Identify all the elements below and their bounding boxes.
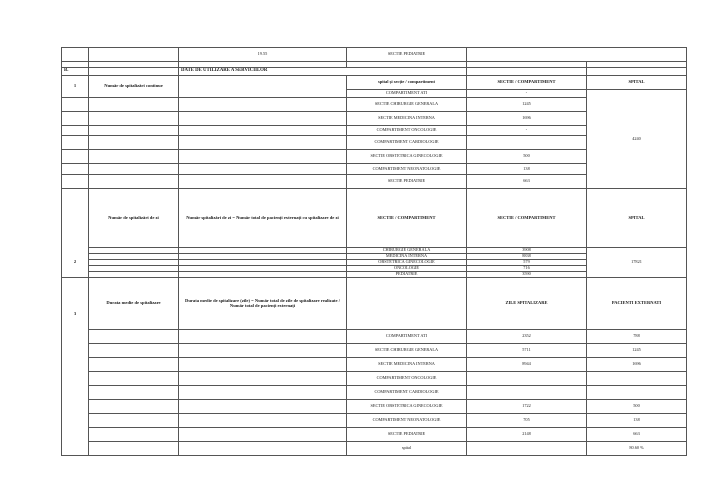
block1-row-value: 1696 (467, 112, 587, 126)
block3-final-value: 80.60 % (587, 442, 687, 456)
block3-row-zile: 1722 (467, 400, 587, 414)
block3-row-zile: 2352 (467, 330, 587, 344)
block2-header-row (62, 189, 687, 248)
block3-label: Durata medie de spitalizare (89, 278, 179, 330)
block2-row-name: PEDIATRIE (347, 272, 467, 278)
block1-number: 1 (62, 76, 89, 98)
block1-header-row (62, 76, 687, 90)
block3-row-name: SECTIE MEDICINA INTERNA (347, 358, 467, 372)
section-title: DATE DE UTILIZARE A SERVICIILOR (179, 68, 467, 76)
block2-row-value: 3590 (467, 272, 587, 278)
block3-row-name: SECTIE OBSTETRICA GINECOLOGIE (347, 400, 467, 414)
block1-row-name: SECTIE OBSTETRICA GINECOLOGIE (347, 150, 467, 164)
block3-hdr-pacienti: PACIENTI EXTERNATI (587, 278, 687, 330)
top-value: 19.55 (179, 48, 347, 62)
block1-label: Număr de spitalizări continue (89, 76, 179, 98)
block1-row-value: - (467, 126, 587, 136)
block3-definition: Durata medie de spitalizare (zile) = Număr total de zile de spitalizare realizate / Număr total de pacienți externați (179, 278, 347, 330)
block3-row-pacienti: 138 (587, 414, 687, 428)
block2-row-name: MEDICINA INTERNA (347, 254, 467, 260)
block3-hdr-zile: ZILE SPITALIZARE (467, 278, 587, 330)
block3-row-zile (467, 372, 587, 386)
top-section: SECTIE PEDIATRIE (347, 48, 467, 62)
block3-row-pacienti (587, 372, 687, 386)
block1-row-name: SECTIE PEDIATRIE (347, 175, 467, 189)
block3-row-zile: 2148 (467, 428, 587, 442)
table-row (62, 386, 687, 400)
block1-row-name: COMPARTIMENT CARDIOLOGIE (347, 136, 467, 150)
block2-hdr-col2: SECTIE / COMPARTIMENT (467, 189, 587, 248)
section-letter: B. (62, 68, 89, 76)
block3-row-name: COMPARTIMENT ATI (347, 330, 467, 344)
block1-row-value: 500 (467, 150, 587, 164)
block3-final-row (62, 442, 687, 456)
block3-row-pacienti: 1696 (587, 358, 687, 372)
block2-row-name: OBSTETRICA GINECOLOGIE (347, 260, 467, 266)
table-row (62, 344, 687, 358)
block3-row-pacienti: 788 (587, 330, 687, 344)
block1-row-value: 1245 (467, 98, 587, 112)
block1-row-name: SECTIE CHIRURGIE GENERALA (347, 98, 467, 112)
block1-row-name: COMPARTIMENT NEONATOLOGIE (347, 164, 467, 175)
table-row (62, 330, 687, 344)
section-b-header (62, 68, 687, 76)
block2-row-value: 8838 (467, 254, 587, 260)
block3-number: 3 (62, 278, 89, 456)
block3-row-name: COMPARTIMENT NEONATOLOGIE (347, 414, 467, 428)
block1-hdr-spital: SPITAL (587, 76, 687, 90)
block3-row-name: COMPARTIMENT ONCOLOGIE (347, 372, 467, 386)
block1-row-name: COMPARTIMENT ONCOLOGIE (347, 126, 467, 136)
block2-definition: Număr spitalizări de zi = Număr total de pacienți externați cu spitalizare de zi (179, 189, 347, 248)
block1-row-name: SECTIE MEDICINA INTERNA (347, 112, 467, 126)
block2-total: 17821 (587, 248, 687, 278)
block1-row-value: - (467, 90, 587, 98)
block3-row-name: COMPARTIMENT CARDIOLOGIE (347, 386, 467, 400)
block2-row-name: CHIRURGIE GENERALA (347, 248, 467, 254)
block2-label: Număr de spitalizări de zi (89, 189, 179, 248)
table-row (62, 372, 687, 386)
hospital-data-table (61, 47, 687, 456)
block3-row-pacienti (587, 386, 687, 400)
block2-row-name: ONCOLOGIE (347, 266, 467, 272)
block3-row-name: SECTIE CHIRURGIE GENERALA (347, 344, 467, 358)
block3-row-zile: 705 (467, 414, 587, 428)
block2-hdr-col1: SECTIE / COMPARTIMENT (347, 189, 467, 248)
block1-row-value (467, 136, 587, 150)
block1-row-value: 138 (467, 164, 587, 175)
table-row (62, 358, 687, 372)
table-row (62, 400, 687, 414)
block2-number: 2 (62, 189, 89, 278)
block2-row-value: 579 (467, 260, 587, 266)
block1-row-name: COMPARTIMENT ATI (347, 90, 467, 98)
block1-total: 4240 (587, 90, 687, 189)
block3-row-zile (467, 386, 587, 400)
table-row (62, 428, 687, 442)
block3-row-name: SECTIE PEDIATRIE (347, 428, 467, 442)
block2-row-value: 716 (467, 266, 587, 272)
block1-hdr-spital-sectie: spital și secție / compartiment (347, 76, 467, 90)
block3-row-zile: 5711 (467, 344, 587, 358)
block3-row-zile: 8944 (467, 358, 587, 372)
block3-header-row (62, 278, 687, 330)
block3-final-label: spital (347, 442, 467, 456)
block3-row-pacienti: 1245 (587, 344, 687, 358)
top-row (62, 48, 687, 62)
block1-hdr-col: SECTIE / COMPARTIMENT (467, 76, 587, 90)
block3-row-pacienti: 500 (587, 400, 687, 414)
table-row (62, 414, 687, 428)
document-sheet (61, 47, 686, 456)
block1-row-value: 663 (467, 175, 587, 189)
block2-hdr-spital: SPITAL (587, 189, 687, 248)
block2-row-value: 3908 (467, 248, 587, 254)
block3-row-pacienti: 663 (587, 428, 687, 442)
